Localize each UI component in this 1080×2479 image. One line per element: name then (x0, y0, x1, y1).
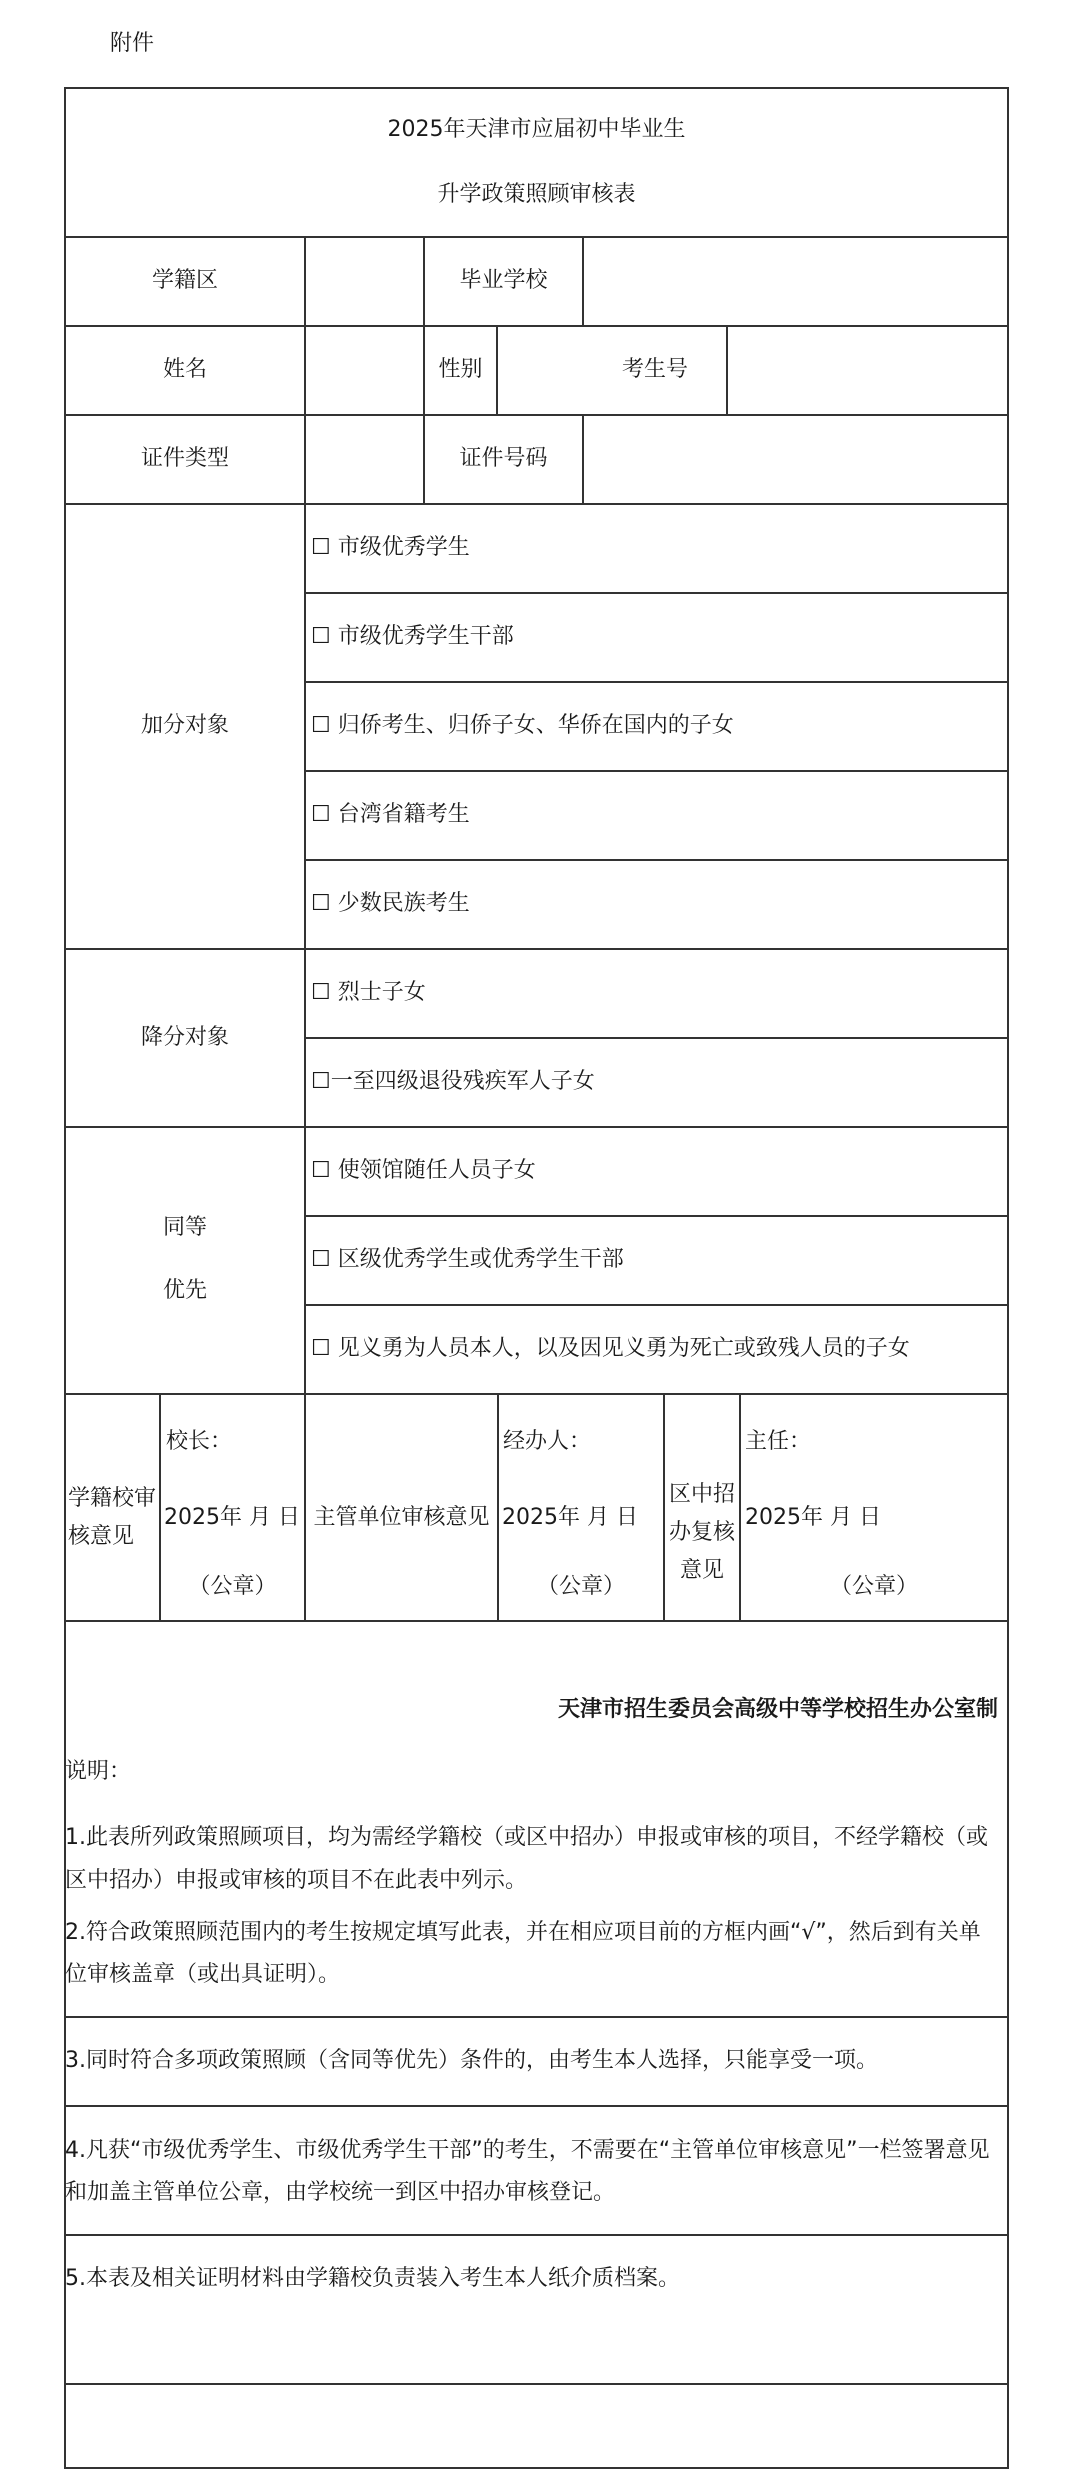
id-type-label: 证件类型 (140, 446, 229, 471)
note-4-line1: 4.凡获“市级优秀学生、市级优秀学生干部”的考生，不需要在“主管单位审核意见”一栏签署意见 (65, 2138, 990, 2163)
notes-title: 说明： (65, 1759, 132, 1784)
note-1-line2: 区中招办）申报或审核的项目不在此表中列示。 (65, 1868, 528, 1893)
checkbox-item[interactable]: ☐ 区级优秀学生或优秀学生干部 (311, 1247, 624, 1272)
checkbox-item[interactable]: ☐ 市级优秀学生干部 (311, 624, 514, 649)
note-4-line2: 和加盖主管单位公章，由学校统一到区中招办审核登记。 (65, 2180, 616, 2205)
id-no-label: 证件号码 (459, 446, 548, 471)
equal-group-label-line2: 优先 (162, 1278, 207, 1303)
director-seal: （公章） (829, 1574, 918, 1599)
handler-seal: （公章） (536, 1574, 625, 1599)
checkbox-item[interactable]: ☐ 市级优秀学生 (311, 535, 470, 560)
school-review-label-line2: 核意见 (68, 1524, 135, 1549)
checkbox-item[interactable]: ☐ 使领馆随任人员子女 (311, 1158, 536, 1183)
exam-no-label: 考生号 (621, 357, 688, 382)
school-label: 毕业学校 (459, 268, 548, 293)
school-review-label-line1: 学籍校审 (68, 1486, 157, 1511)
checkbox-item[interactable]: ☐ 烈士子女 (311, 980, 426, 1005)
director-label: 主任： (745, 1429, 812, 1454)
issuer-line: 天津市招生委员会高级中等学校招生办公室制 (557, 1697, 998, 1722)
principal-seal: （公章） (188, 1574, 277, 1599)
director-date: 2025年 月 日 (745, 1505, 881, 1530)
note-5: 5.本表及相关证明材料由学籍校负责装入考生本人纸介质档案。 (65, 2266, 680, 2291)
district-label: 学籍区 (151, 268, 218, 293)
note-2-line1: 2.符合政策照顾范围内的考生按规定填写此表，并在相应项目前的方框内画“√”，然后到有关单 (65, 1920, 981, 1945)
note-1-line1: 1.此表所列政策照顾项目，均为需经学籍校（或区中招办）申报或审核的项目，不经学籍校（或 (65, 1825, 988, 1850)
note-2-line2: 位审核盖章（或出具证明）。 (65, 1962, 341, 1987)
district-review-label-line3: 意见 (679, 1558, 724, 1583)
checkbox-item[interactable]: ☐ 台湾省籍考生 (311, 802, 470, 827)
authority-review-label: 主管单位审核意见 (313, 1505, 490, 1530)
handler-date: 2025年 月 日 (502, 1505, 638, 1530)
checkbox-item[interactable]: ☐一至四级退役残疾军人子女 (311, 1069, 595, 1094)
form-title-line2: 升学政策照顾审核表 (437, 182, 636, 207)
checkbox-item[interactable]: ☐ 少数民族考生 (311, 891, 470, 916)
handler-label: 经办人： (503, 1429, 592, 1454)
gender-label: 性别 (438, 357, 483, 382)
checkbox-item[interactable]: ☐ 归侨考生、归侨子女、华侨在国内的子女 (311, 713, 734, 738)
reduce-group-label: 降分对象 (140, 1025, 229, 1050)
principal-date: 2025年 月 日 (164, 1505, 300, 1530)
bonus-group-label: 加分对象 (140, 713, 229, 738)
note-3: 3.同时符合多项政策照顾（含同等优先）条件的，由考生本人选择，只能享受一项。 (65, 2048, 878, 2073)
principal-label: 校长： (166, 1429, 233, 1454)
equal-group-label-line1: 同等 (162, 1215, 207, 1240)
district-review-label-line2: 办复核 (668, 1520, 735, 1545)
name-label: 姓名 (162, 357, 207, 382)
form-title-line1: 2025年天津市应届初中毕业生 (387, 117, 686, 142)
district-review-label-line1: 区中招 (668, 1482, 735, 1507)
checkbox-item[interactable]: ☐ 见义勇为人员本人，以及因见义勇为死亡或致残人员的子女 (311, 1336, 910, 1361)
attachment-label: 附件 (110, 31, 155, 56)
